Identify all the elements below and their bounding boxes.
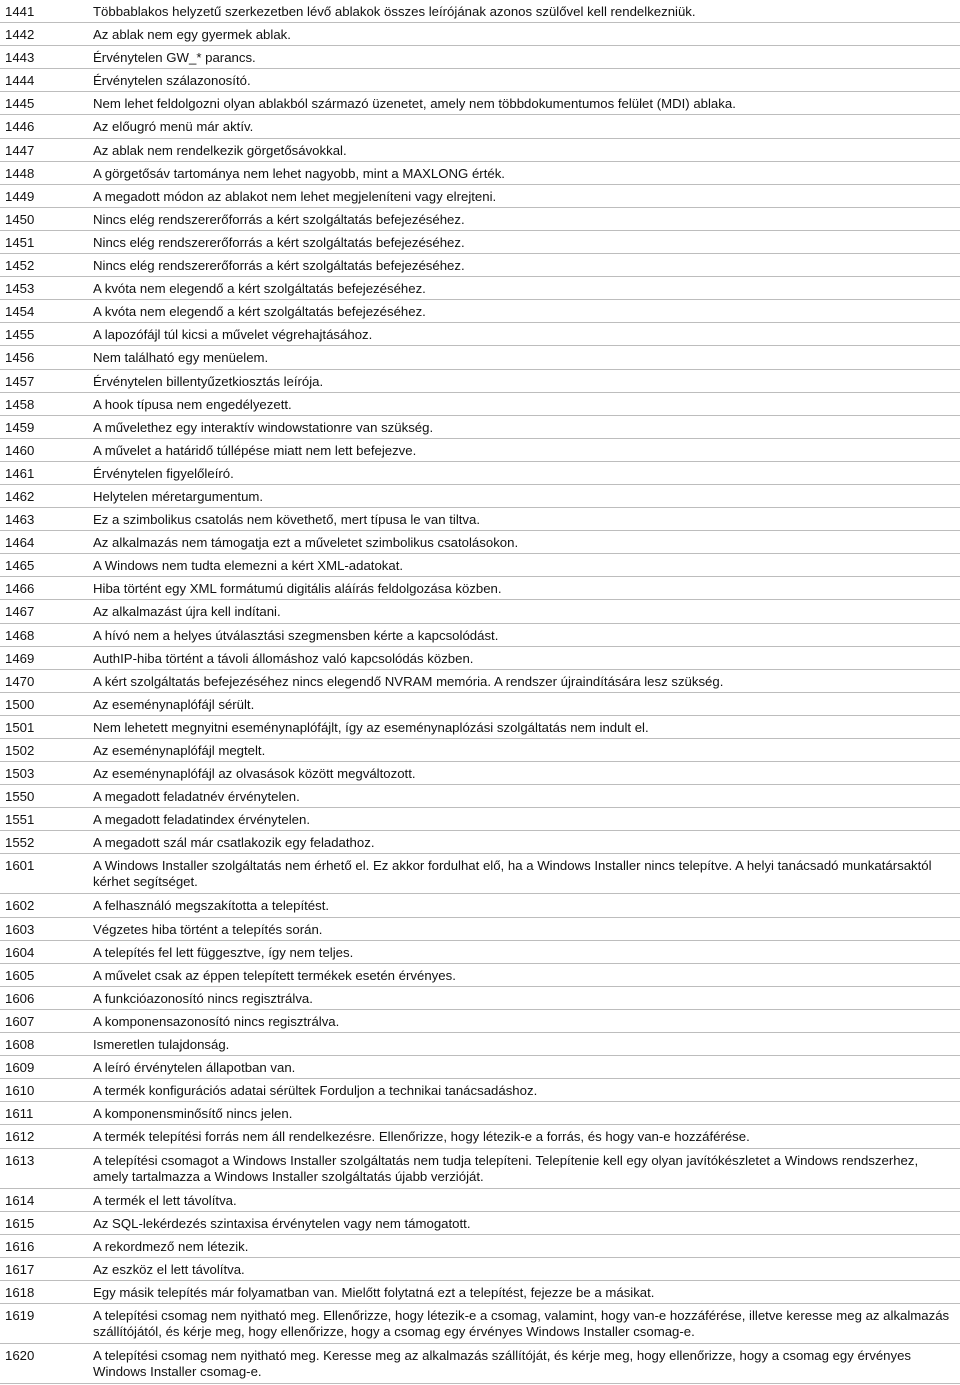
error-message: A kért szolgáltatás befejezéséhez nincs elegendő NVRAM memória. A rendszer újraindítására lesz szükség. bbox=[93, 673, 724, 689]
error-code: 1605 bbox=[5, 967, 35, 983]
error-message: A kvóta nem elegendő a kért szolgáltatás befejezéséhez. bbox=[93, 281, 426, 297]
table-row bbox=[0, 370, 960, 393]
table-row bbox=[0, 1056, 960, 1079]
table-row bbox=[0, 208, 960, 231]
error-code: 1452 bbox=[5, 258, 35, 274]
error-message: A megadott szál már csatlakozik egy feladathoz. bbox=[93, 835, 375, 851]
error-message: A megadott feladatindex érvénytelen. bbox=[93, 812, 311, 828]
error-message: Az ablak nem egy gyermek ablak. bbox=[93, 27, 291, 43]
error-code: 1606 bbox=[5, 990, 35, 1006]
error-message: A telepítés fel lett függesztve, így nem teljes. bbox=[93, 944, 354, 960]
error-code: 1607 bbox=[5, 1013, 35, 1029]
error-code: 1460 bbox=[5, 442, 35, 458]
error-code: 1551 bbox=[5, 812, 35, 828]
error-message: A hívó nem a helyes útválasztási szegmensben kérte a kapcsolódást. bbox=[93, 627, 499, 643]
error-message: Az eseménynaplófájl sérült. bbox=[93, 696, 255, 712]
error-code: 1463 bbox=[5, 512, 35, 528]
table-row bbox=[0, 46, 960, 69]
table-row bbox=[0, 139, 960, 162]
error-message: Érvénytelen GW_* parancs. bbox=[93, 50, 256, 66]
error-message: A telepítési csomag nem nyitható meg. Ellenőrizze, hogy létezik-e a csomag, valamint, hogy van-e hozzáférése, illetve keresse meg az alkalmazás szállítójától, és kérje meg, hogy ellenőrizze, hogy a csomag egy érvényes Windows Installer csomag-e. bbox=[93, 1307, 950, 1339]
error-message: Nincs elég rendszererőforrás a kért szolgáltatás befejezéséhez. bbox=[93, 234, 465, 250]
table-row bbox=[0, 185, 960, 208]
table-row bbox=[0, 1258, 960, 1281]
error-message: Többablakos helyzetű szerkezetben lévő ablakok összes leírójának azonos szülővel kell rendelkezniük. bbox=[93, 4, 696, 19]
table-row bbox=[0, 1189, 960, 1212]
error-message: A funkcióazonosító nincs regisztrálva. bbox=[93, 990, 313, 1006]
table-row bbox=[0, 277, 960, 300]
error-message: Érvénytelen figyelőleíró. bbox=[93, 465, 234, 481]
error-code: 1453 bbox=[5, 281, 35, 297]
error-code: 1552 bbox=[5, 835, 35, 851]
error-code: 1441 bbox=[5, 4, 35, 19]
error-code: 1503 bbox=[5, 766, 35, 782]
table-row bbox=[0, 987, 960, 1010]
error-message: Az eseménynaplófájl megtelt. bbox=[93, 743, 266, 758]
error-code: 1612 bbox=[5, 1129, 35, 1145]
error-code: 1619 bbox=[5, 1307, 35, 1323]
error-code: 1455 bbox=[5, 327, 35, 343]
table-row bbox=[0, 531, 960, 554]
error-message: Nincs elég rendszererőforrás a kért szolgáltatás befejezéséhez. bbox=[93, 211, 465, 227]
error-code: 1602 bbox=[5, 898, 35, 914]
error-code: 1610 bbox=[5, 1083, 35, 1099]
error-message: A telepítési csomagot a Windows Installer szolgáltatás nem tudja telepíteni. Telepítenie kell egy olyan javítókészletet a Windows rendszerhez, amely tartalmazza a Windows Installer szolgáltatás újabb verzióját. bbox=[93, 1152, 919, 1184]
table-row bbox=[0, 508, 960, 531]
error-code: 1459 bbox=[5, 419, 35, 435]
error-code: 1444 bbox=[5, 73, 35, 89]
table-row bbox=[0, 439, 960, 462]
table-row bbox=[0, 624, 960, 647]
table-row bbox=[0, 393, 960, 416]
table-row bbox=[0, 115, 960, 138]
error-code: 1450 bbox=[5, 211, 35, 227]
table-row bbox=[0, 670, 960, 693]
error-message: Az előugró menü már aktív. bbox=[93, 119, 254, 135]
table-row bbox=[0, 918, 960, 941]
table-row bbox=[0, 716, 960, 739]
table-row bbox=[0, 69, 960, 92]
table-row bbox=[0, 0, 960, 23]
error-code: 1604 bbox=[5, 944, 35, 960]
error-code: 1609 bbox=[5, 1060, 35, 1076]
error-code: 1614 bbox=[5, 1192, 35, 1208]
table-row bbox=[0, 1304, 960, 1344]
error-message: Végzetes hiba történt a telepítés során. bbox=[93, 921, 323, 937]
table-row bbox=[0, 1102, 960, 1125]
table-row bbox=[0, 1281, 960, 1304]
error-code: 1445 bbox=[5, 96, 35, 112]
error-message: A megadott módon az ablakot nem lehet megjeleníteni vagy elrejteni. bbox=[93, 188, 497, 204]
table-row bbox=[0, 1079, 960, 1102]
error-code: 1442 bbox=[5, 27, 35, 43]
error-message: Nem lehet feldolgozni olyan ablakból származó üzenetet, amely nem többdokumentumos felület (MDI) ablaka. bbox=[93, 96, 736, 112]
error-code: 1620 bbox=[5, 1347, 35, 1363]
error-code: 1458 bbox=[5, 396, 35, 412]
error-code: 1465 bbox=[5, 558, 35, 574]
error-code: 1603 bbox=[5, 921, 35, 937]
table-row bbox=[0, 894, 960, 917]
error-message: A komponensazonosító nincs regisztrálva. bbox=[93, 1013, 340, 1029]
error-message: Az SQL-lekérdezés szintaxisa érvénytelen vagy nem támogatott. bbox=[93, 1215, 471, 1231]
error-code: 1502 bbox=[5, 743, 35, 758]
table-row bbox=[0, 693, 960, 716]
error-message: Érvénytelen billentyűzetkiosztás leírója. bbox=[93, 373, 324, 389]
table-row bbox=[0, 485, 960, 508]
error-code: 1608 bbox=[5, 1037, 35, 1053]
table-row bbox=[0, 346, 960, 369]
table-row bbox=[0, 762, 960, 785]
error-message: Helytelen méretargumentum. bbox=[93, 488, 264, 504]
table-row bbox=[0, 1212, 960, 1235]
table-row bbox=[0, 1149, 960, 1189]
error-code: 1456 bbox=[5, 350, 35, 366]
table-row bbox=[0, 941, 960, 964]
error-message: Nem található egy menüelem. bbox=[93, 350, 269, 366]
error-code: 1466 bbox=[5, 581, 35, 597]
error-message: Nem lehetett megnyitni eseménynaplófájlt, így az eseménynaplózási szolgáltatás nem indult el. bbox=[93, 719, 649, 735]
table-row bbox=[0, 739, 960, 762]
table-row bbox=[0, 647, 960, 670]
error-code: 1618 bbox=[5, 1284, 35, 1300]
table-row bbox=[0, 1033, 960, 1056]
error-message: A görgetősáv tartománya nem lehet nagyobb, mint a MAXLONG érték. bbox=[93, 165, 505, 181]
table-row bbox=[0, 1235, 960, 1258]
error-message: A művelet csak az éppen telepített termékek esetén érvényes. bbox=[93, 967, 456, 983]
error-code: 1448 bbox=[5, 165, 35, 181]
error-message: A művelet a határidő túllépése miatt nem lett befejezve. bbox=[93, 442, 417, 458]
error-message: A kvóta nem elegendő a kért szolgáltatás befejezéséhez. bbox=[93, 304, 426, 320]
table-row bbox=[0, 416, 960, 439]
error-code: 1451 bbox=[5, 234, 35, 250]
error-message: A művelethez egy interaktív windowstationre van szükség. bbox=[93, 419, 434, 435]
table-row bbox=[0, 162, 960, 185]
error-message: A felhasználó megszakította a telepítést. bbox=[93, 898, 330, 914]
error-message: Egy másik telepítés már folyamatban van. Mielőtt folytatná ezt a telepítést, fejezze be a másikat. bbox=[93, 1284, 655, 1300]
error-code: 1447 bbox=[5, 142, 35, 158]
table-row bbox=[0, 1344, 960, 1384]
error-message: A megadott feladatnév érvénytelen. bbox=[93, 789, 300, 805]
error-message: Az eseménynaplófájl az olvasások között megváltozott. bbox=[93, 766, 416, 782]
table-row bbox=[0, 300, 960, 323]
error-message: A komponensminősítő nincs jelen. bbox=[93, 1106, 293, 1122]
table-row bbox=[0, 323, 960, 346]
table-row bbox=[0, 554, 960, 577]
table-row bbox=[0, 964, 960, 987]
error-code: 1469 bbox=[5, 650, 35, 666]
error-message: A termék konfigurációs adatai sérültek Forduljon a technikai tanácsadáshoz. bbox=[93, 1083, 538, 1099]
error-code: 1550 bbox=[5, 789, 35, 805]
table-row bbox=[0, 23, 960, 46]
table-row bbox=[0, 231, 960, 254]
error-code: 1468 bbox=[5, 627, 35, 643]
error-message: A Windows nem tudta elemezni a kért XML-adatokat. bbox=[93, 558, 404, 574]
error-code: 1467 bbox=[5, 604, 35, 620]
error-message: Ismeretlen tulajdonság. bbox=[93, 1037, 230, 1053]
error-message: A hook típusa nem engedélyezett. bbox=[93, 396, 292, 412]
error-message: A Windows Installer szolgáltatás nem érhető el. Ez akkor fordulhat elő, ha a Windows Installer nincs telepítve. A helyi tanácsadó munkatársaktól kérhet segítséget. bbox=[93, 858, 932, 890]
table-row bbox=[0, 600, 960, 623]
error-message: A termék el lett távolítva. bbox=[93, 1192, 237, 1208]
table-row bbox=[0, 1010, 960, 1033]
error-message: Érvénytelen szálazonosító. bbox=[93, 73, 251, 89]
table-row bbox=[0, 831, 960, 854]
table-row bbox=[0, 785, 960, 808]
table-row bbox=[0, 1125, 960, 1148]
error-message: A telepítési csomag nem nyitható meg. Keresse meg az alkalmazás szállítóját, és kérje meg, hogy ellenőrizze, hogy a csomag egy érvényes Windows Installer csomag-e. bbox=[93, 1347, 912, 1379]
error-code: 1464 bbox=[5, 535, 35, 551]
table-row bbox=[0, 808, 960, 831]
error-message: Az alkalmazás nem támogatja ezt a műveletet szimbolikus csatolásokon. bbox=[93, 535, 519, 551]
error-message: Hiba történt egy XML formátumú digitális aláírás feldolgozása közben. bbox=[93, 581, 502, 597]
error-message: A lapozófájl túl kicsi a művelet végrehajtásához. bbox=[93, 327, 373, 343]
error-code: 1457 bbox=[5, 373, 35, 389]
error-message: Az ablak nem rendelkezik görgetősávokkal. bbox=[93, 142, 347, 158]
error-code: 1615 bbox=[5, 1215, 35, 1231]
error-code: 1470 bbox=[5, 673, 35, 689]
error-code: 1461 bbox=[5, 465, 35, 481]
error-code: 1449 bbox=[5, 188, 35, 204]
error-message: Nincs elég rendszererőforrás a kért szolgáltatás befejezéséhez. bbox=[93, 258, 465, 274]
error-message: AuthIP-hiba történt a távoli állomáshoz való kapcsolódás közben. bbox=[93, 650, 474, 666]
error-code: 1462 bbox=[5, 488, 35, 504]
error-message: A termék telepítési forrás nem áll rendelkezésre. Ellenőrizze, hogy létezik-e a forrás, és hogy van-e hozzáférése. bbox=[93, 1129, 750, 1145]
error-code: 1501 bbox=[5, 719, 35, 735]
error-code: 1611 bbox=[5, 1106, 34, 1122]
error-code: 1454 bbox=[5, 304, 35, 320]
error-code: 1443 bbox=[5, 50, 35, 66]
table-row bbox=[0, 854, 960, 894]
error-message: A leíró érvénytelen állapotban van. bbox=[93, 1060, 296, 1076]
error-code: 1446 bbox=[5, 119, 35, 135]
table-row bbox=[0, 254, 960, 277]
error-message: Az eszköz el lett távolítva. bbox=[93, 1261, 245, 1277]
error-code: 1601 bbox=[5, 858, 35, 874]
error-message: A rekordmező nem létezik. bbox=[93, 1238, 249, 1254]
error-code: 1617 bbox=[5, 1261, 35, 1277]
error-code: 1500 bbox=[5, 696, 35, 712]
error-code: 1616 bbox=[5, 1238, 35, 1254]
error-message: Az alkalmazást újra kell indítani. bbox=[93, 604, 281, 620]
table-row bbox=[0, 577, 960, 600]
error-message: Ez a szimbolikus csatolás nem követhető, mert típusa le van tiltva. bbox=[93, 512, 481, 528]
table-row bbox=[0, 92, 960, 115]
error-code: 1613 bbox=[5, 1152, 35, 1168]
table-row bbox=[0, 462, 960, 485]
